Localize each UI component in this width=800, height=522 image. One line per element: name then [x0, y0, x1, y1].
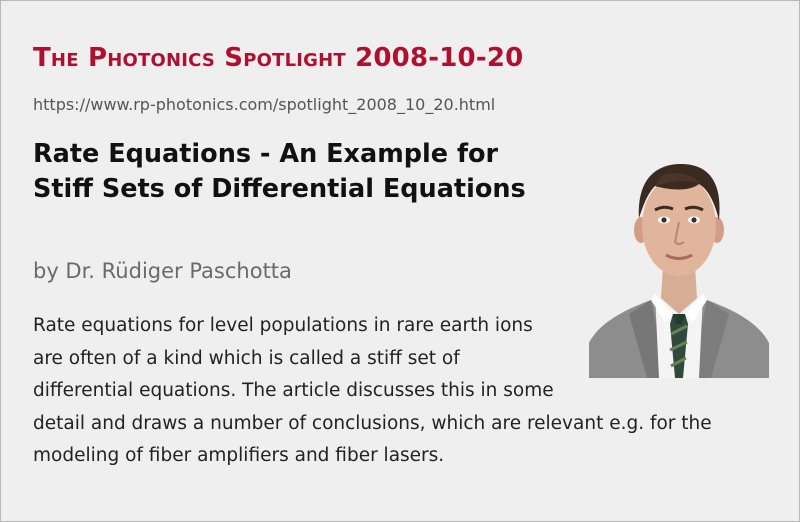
- article-title: Rate Equations - An Example for Stiff Sets of Differential Equations: [33, 139, 526, 204]
- site-title[interactable]: The Photonics Spotlight 2008-10-20: [33, 43, 524, 73]
- author-portrait: [589, 138, 769, 378]
- author-byline: by Dr. Rüdiger Paschotta: [33, 259, 292, 283]
- summary-text: Rate equations for level populations in rare earth ions are often of a kind which is called a stiff set of differential equations. The article discusses this in some detail and draws a number of conclusions, which are relevant e.g. for the modeling of fiber amplifiers and fiber lasers.: [33, 315, 712, 466]
- page-url[interactable]: https://www.rp-photonics.com/spotlight_2008_10_20.html: [33, 95, 496, 114]
